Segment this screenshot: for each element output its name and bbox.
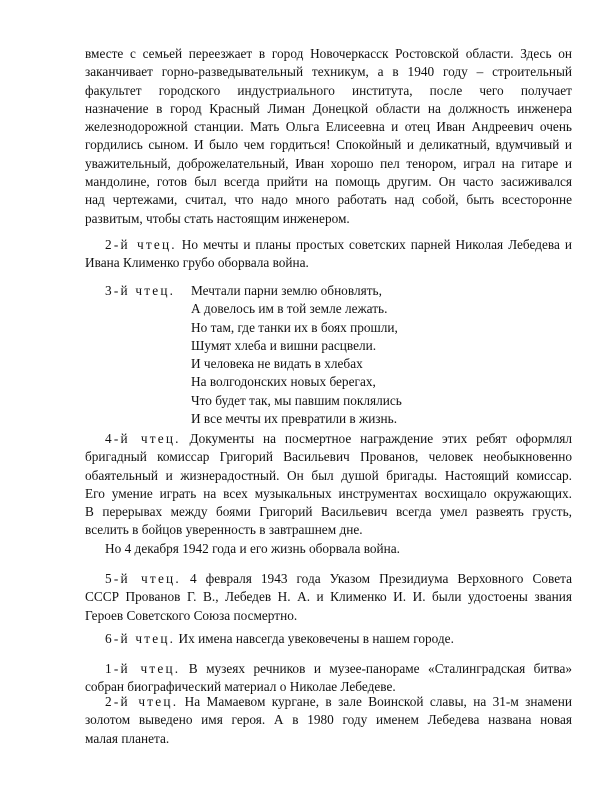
text-line: железнодорожной станции. Мать Ольга Елисеевна и отец Иван Андреевич очень [85, 119, 572, 135]
text-line: факультет городского индустриального института, после чего получает [85, 82, 572, 98]
speaker-label: 4-й чтец. [105, 431, 181, 446]
speaker-label: 6-й чтец. [105, 631, 176, 646]
paragraph-reader-2-mamaev [85, 693, 572, 748]
speaker-label: 1-й чтец. [105, 661, 181, 676]
text-line: заканчивает горно-разведывательный техникум, а в 1940 году – строительный [85, 64, 572, 80]
text-line: 4-й чтец. Документы на посмертное награждение этих ребят оформлял [105, 431, 572, 446]
paragraph-reader-2-war [85, 236, 572, 273]
text-line: вселить в бойцов уверенность в завтрашнем дне. [85, 522, 363, 538]
text-line: СССР Прованов Г. В., Лебедев Н. А. и Клименко И. И. были удостоены звания [85, 589, 572, 605]
speaker-label: 2-й чтец. [105, 237, 177, 252]
poem-line: Мечтали парни землю обновлять, [191, 283, 382, 298]
poem-line: И человека не видать в хлебах [191, 356, 363, 372]
text-line: собран биографический материал о Николае Лебедеве. [85, 679, 396, 695]
paragraph-reader-4-commissar [85, 430, 572, 540]
text-line: малая планета. [85, 730, 170, 746]
text-line: Ивана Клименко грубо оборвала война. [85, 255, 309, 271]
text-line: уважительный, доброжелательный, Иван хорошо пел тенором, играл на гитаре и [85, 155, 572, 171]
poem-line: Но там, где танки их в боях прошли, [191, 319, 398, 335]
poem-stanza [191, 282, 402, 428]
text-line: обаятельный и жизнерадостный. Он был душой бригады. Настоящий комиссар. [85, 467, 572, 483]
paragraph-reader-6-names [85, 630, 572, 648]
text-line: мандолине, готов был всегда прийти на помощь другим. Он часто засиживался [85, 174, 572, 190]
text-line: развитым, чтобы стать настоящим инженером. [85, 210, 350, 226]
text-line: 5-й чтец. 4 февраля 1943 года Указом Президиума Верховного Совета [105, 571, 572, 586]
text-line: гордились сыном. И было чем гордиться! Спокойный и деликатный, вдумчивый и [85, 137, 572, 153]
poem-line: Шумят хлеба и вишни расцвели. [191, 337, 377, 353]
text-line: 2-й чтец. На Мамаевом кургане, в зале Воинской славы, на 31-м знамени [105, 694, 572, 709]
speaker-label: 5-й чтец. [105, 571, 181, 586]
poem-line: Что будет так, мы павшим поклялись [191, 392, 402, 408]
paragraph-december-1942 [85, 540, 572, 558]
paragraph-reader-5-decree [85, 570, 572, 625]
text-line: над чертежами, считал, что надо много работать над собой, быть всесторонне [85, 192, 572, 208]
poem-line: А довелось им в той земле лежать. [191, 301, 388, 317]
poem-line: И все мечты их превратили в жизнь. [191, 411, 398, 427]
text-line: вместе с семьей переезжает в город Новочеркасск Ростовской области. Здесь он [85, 46, 572, 61]
text-line: Героев Советского Союза посмертно. [85, 607, 298, 623]
paragraph-ivan-biography [85, 45, 572, 228]
text-line: Его умение играть на всех музыкальных инструментах восхищало окружающих. [85, 485, 572, 501]
paragraph-reader-1-museums [85, 660, 572, 697]
text-line: золотом выведено имя героя. А в 1980 году именем Лебедева названа новая [85, 712, 572, 728]
text-line: 6-й чтец. Их имена навсегда увековечены в нашем городе. [105, 631, 454, 646]
text-line: бригадный комиссар Григорий Васильевич Прованов, человек необыкновенно [85, 449, 572, 465]
text-line: В перерывах между боями Григорий Васильевич всегда умел развеять грусть, [85, 504, 572, 520]
text-line: 1-й чтец. В музеях речников и музее-панораме «Сталинградская битва» [105, 661, 572, 676]
text-line: 2-й чтец. Но мечты и планы простых советских парней Николая Лебедева и [105, 237, 572, 252]
poem-speaker-label: 3-й чтец. [105, 283, 176, 298]
speaker-label: 2-й чтец. [105, 694, 179, 709]
text-line: Но 4 декабря 1942 года и его жизнь оборвала война. [105, 541, 401, 556]
poem-line: На волгодонских новых берегах, [191, 374, 376, 390]
text-line: назначение в город Красный Лиман Донецкой области на должность инженера [85, 100, 572, 116]
